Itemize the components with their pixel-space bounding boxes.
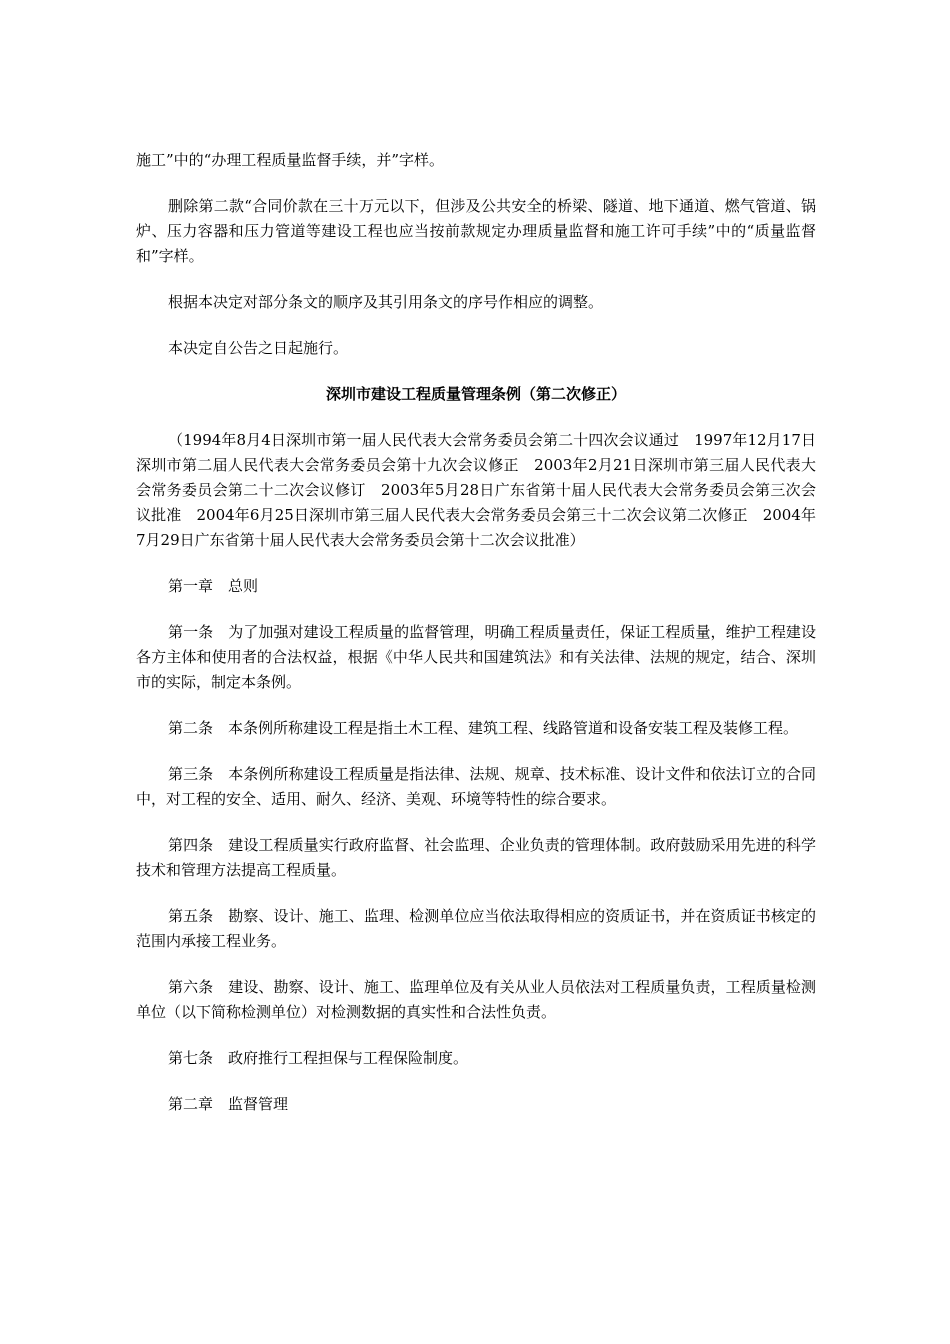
article-5: 第五条 勘察、设计、施工、监理、检测单位应当依法取得相应的资质证书，并在资质证书核定的范围内承接工程业务。 [136,907,816,950]
chapter-1-heading: 第一章 总则 [168,577,259,595]
article-4: 第四条 建设工程质量实行政府监督、社会监理、企业负责的管理体制。政府鼓励采用先进的科学技术和管理方法提高工程质量。 [136,836,816,879]
paragraph-renumber: 根据本决定对部分条文的顺序及其引用条文的序号作相应的调整。 [168,293,604,311]
article-7: 第七条 政府推行工程担保与工程保险制度。 [168,1049,469,1067]
paragraph-delete-clause: 删除第二款“合同价款在三十万元以下，但涉及公共安全的桥梁、隧道、地下通道、燃气管道、锅炉、压力容器和压力管道等建设工程也应当按前款规定办理质量监督和施工许可手续”中的“质量监督和”字样。 [136,197,816,265]
paragraph-continuation: 施工”中的“办理工程质量监督手续，并”字样。 [136,151,445,169]
legislative-history: （1994年8月4日深圳市第一届人民代表大会常务委员会第二十四次会议通过 1997年12月17日深圳市第二届人民代表大会常务委员会第十九次会议修正 2003年2月21日深圳市第三届人民代表大会常务委员会第二十二次会议修订 2003年5月28日广东省第十届人民代表大会常务委员会第三次会议批准 2004年6月25日深圳市第三届人民代表大会常务委员会第三十二次会议第二次修正 2004年7月29日广东省第十届人民代表大会常务委员会第十二次会议批准） [136,431,816,549]
document-page [136,148,816,1117]
article-3: 第三条 本条例所称建设工程质量是指法律、法规、规章、技术标准、设计文件和依法订立的合同中，对工程的安全、适用、耐久、经济、美观、环境等特性的综合要求。 [136,765,816,808]
article-1: 第一条 为了加强对建设工程质量的监督管理，明确工程质量责任，保证工程质量，维护工程建设各方主体和使用者的合法权益，根据《中华人民共和国建筑法》和有关法律、法规的规定，结合、深圳市的实际，制定本条例。 [136,623,816,691]
regulation-title: 深圳市建设工程质量管理条例（第二次修正） [325,385,626,403]
article-6: 第六条 建设、勘察、设计、施工、监理单位及有关从业人员依法对工程质量负责，工程质量检测单位（以下简称检测单位）对检测数据的真实性和合法性负责。 [136,978,816,1021]
paragraph-effective: 本决定自公告之日起施行。 [168,339,349,357]
chapter-2-heading: 第二章 监督管理 [168,1095,289,1113]
article-2: 第二条 本条例所称建设工程是指土木工程、建筑工程、线路管道和设备安装工程及装修工程。 [168,719,799,737]
